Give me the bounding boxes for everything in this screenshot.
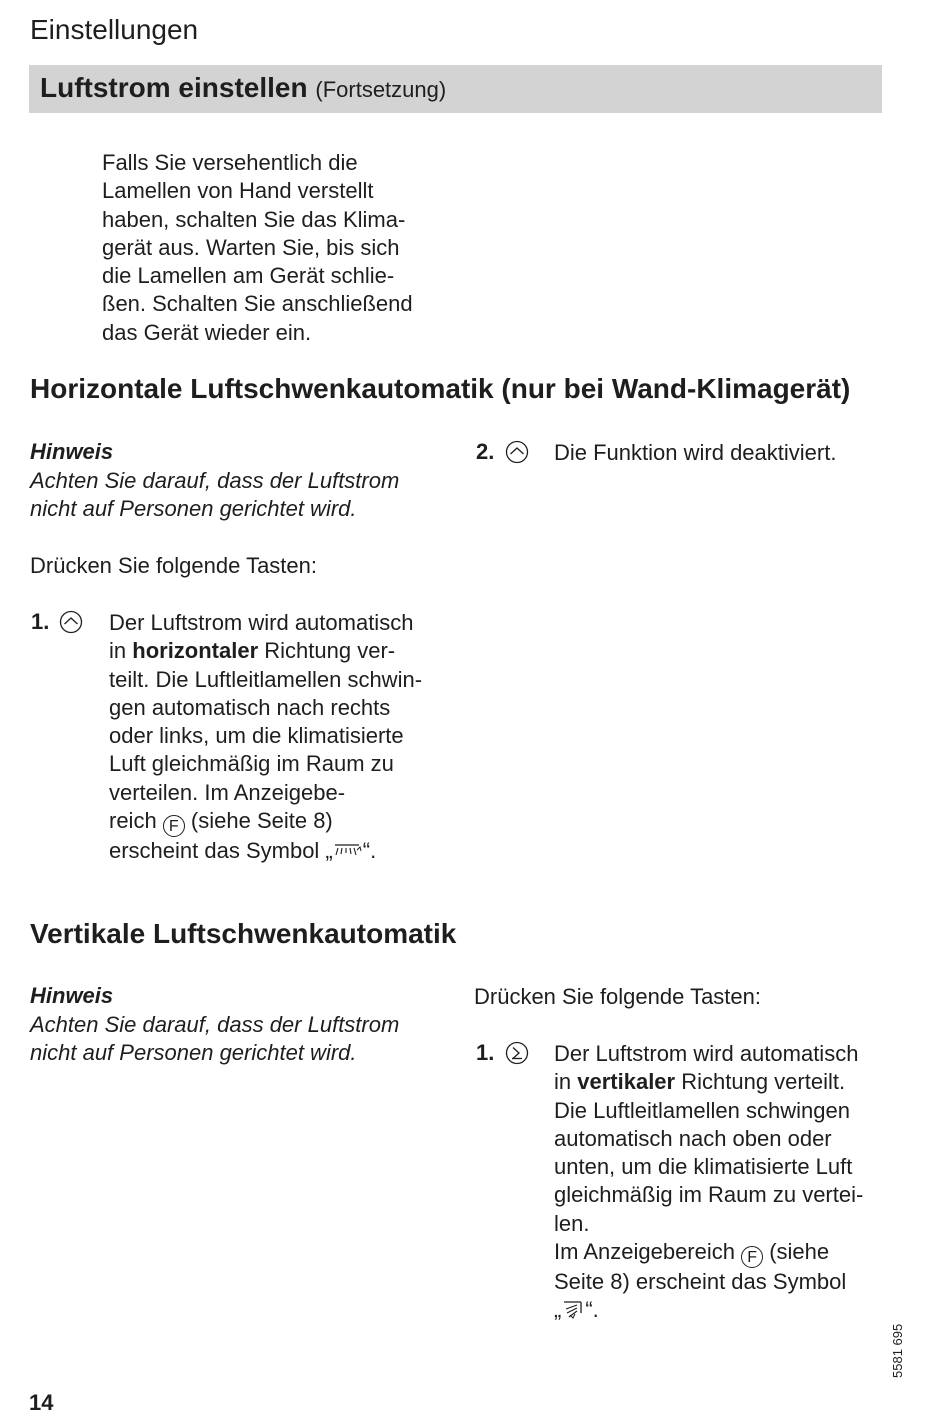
step-text-v1 [554, 1040, 863, 1325]
note-line: nicht auf Personen gerichtet wird. [30, 1040, 357, 1066]
intro-line: das Gerät wieder ein. [102, 319, 312, 345]
step-line: Der Luftstrom wird automatisch [554, 1041, 859, 1066]
step-number-h2: 2. [476, 439, 495, 464]
ref-pre: Im Anzeigebereich [554, 1239, 742, 1265]
ref-post: (siehe Seite 8) [184, 808, 333, 834]
step-line [109, 637, 422, 665]
step-line [554, 1238, 863, 1268]
note-title-horizontal: Hinweis [30, 439, 114, 464]
intro-line: ßen. Schalten Sie anschließend [102, 291, 413, 317]
step-line-pre: in [109, 638, 133, 664]
note-line: Achten Sie darauf, dass der Luftstrom [30, 468, 400, 493]
step-line: len. [554, 1210, 590, 1236]
note-body-vertical [30, 1011, 399, 1068]
swing-up-button-icon [505, 440, 529, 464]
document-code [884, 1320, 924, 1380]
vertical-swing-symbol-icon [561, 1299, 585, 1319]
ref-pre: reich [109, 808, 163, 834]
intro-line: die Lamellen am Gerät schlie- [102, 263, 395, 289]
step-line: Seite 8) erscheint das Symbol [554, 1269, 847, 1295]
page-number: 14 [29, 1390, 54, 1415]
intro-line: haben, schalten Sie das Klima- [102, 206, 406, 232]
step-line: gleichmäßig im Raum zu vertei- [554, 1182, 864, 1208]
heading-vertical-swing: Vertikale Luftschwenkautomatik [30, 918, 457, 949]
step-line: unten, um die klimatisierte Luft [554, 1154, 853, 1180]
step-text-h1 [109, 609, 422, 865]
step-line-pre: in [554, 1069, 578, 1095]
step-line: teilt. Die Luftleitlamellen schwin- [109, 666, 423, 692]
step-line: Luft gleichmäßig im Raum zu [109, 751, 394, 777]
section-title [40, 72, 446, 104]
step-line [109, 807, 422, 837]
chapter-title: Einstellungen [30, 14, 199, 45]
step-line: oder links, um die klimatisierte [109, 723, 404, 749]
step-line: Die Luftleitlamellen schwingen [554, 1097, 850, 1123]
press-keys-horizontal: Drücken Sie folgende Tasten: [30, 553, 317, 578]
symbol-post: “. [362, 838, 377, 864]
intro-line: gerät aus. Warten Sie, bis sich [102, 234, 400, 260]
section-title-bar [29, 65, 882, 113]
section-subtitle: (Fortsetzung) [315, 77, 447, 102]
step-line: Der Luftstrom wird automatisch [109, 610, 414, 635]
display-area-f-marker: F [163, 815, 185, 837]
document-code-text: 5581 695 [890, 1323, 905, 1378]
intro-line: Falls Sie versehentlich die [102, 150, 358, 175]
step-text-h2 [554, 439, 836, 467]
symbol-pre: erscheint das Symbol „ [109, 838, 333, 864]
note-line: Achten Sie darauf, dass der Luftstrom [30, 1012, 400, 1037]
step-line [554, 1068, 863, 1096]
step-line: Die Funktion wird deaktiviert. [554, 440, 837, 465]
section-title-text: Luftstrom einstellen [40, 72, 308, 103]
heading-horizontal-swing: Horizontale Luftschwenkautomatik (nur bei Wand-Klimagerät) [30, 373, 851, 404]
intro-line: Lamellen von Hand verstellt [102, 178, 374, 204]
emphasis-horizontal: horizontaler [132, 638, 259, 664]
step-line-post: Richtung verteilt. [675, 1069, 846, 1095]
step-line-post: Richtung ver- [258, 638, 396, 664]
emphasis-vertical: vertikaler [577, 1069, 676, 1095]
note-line: nicht auf Personen gerichtet wird. [30, 496, 357, 522]
step-number-h1: 1. [31, 609, 50, 634]
symbol-pre: „ [554, 1297, 562, 1323]
step-line: gen automatisch nach rechts [109, 694, 391, 720]
swing-vertical-button-icon [505, 1041, 529, 1065]
ref-post: (siehe [763, 1239, 830, 1265]
step-line [554, 1296, 863, 1324]
step-line [109, 837, 422, 865]
display-area-f-marker: F [741, 1246, 763, 1268]
note-body-horizontal [30, 467, 399, 524]
step-line: automatisch nach oben oder [554, 1125, 832, 1151]
horizontal-swing-symbol-icon [333, 842, 363, 858]
swing-up-button-icon [59, 610, 83, 634]
step-number-v1: 1. [476, 1040, 495, 1065]
intro-paragraph [102, 149, 462, 347]
step-line: verteilen. Im Anzeigebe- [109, 779, 346, 805]
note-title-vertical: Hinweis [30, 983, 114, 1008]
symbol-post: “. [585, 1297, 599, 1323]
press-keys-vertical: Drücken Sie folgende Tasten: [474, 984, 761, 1009]
